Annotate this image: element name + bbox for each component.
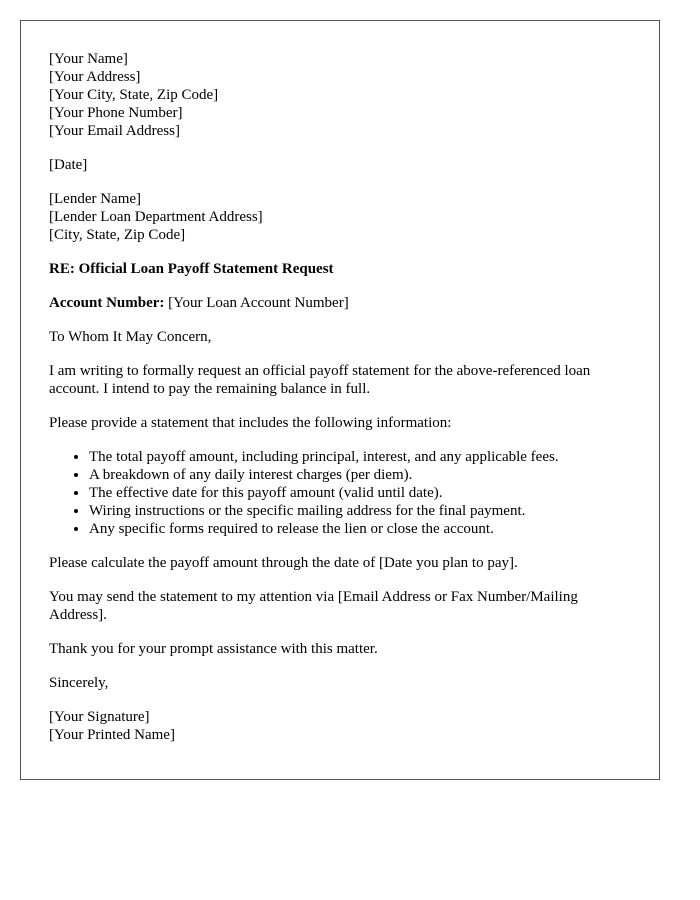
list-item: • Any specific forms required to release the lien or close the account. — [89, 520, 631, 538]
requested-info-list — [49, 448, 631, 538]
sender-email: [Your Email Address] — [49, 123, 180, 139]
signature-placeholder: [Your Signature] — [49, 709, 150, 725]
list-item: • The effective date for this payoff amount (valid until date). — [89, 484, 631, 502]
sender-name: [Your Name] — [49, 51, 128, 67]
closing: Sincerely, — [49, 675, 109, 691]
account-number-line — [49, 294, 631, 312]
letter-date: [Date] — [49, 157, 88, 173]
recipient-address: [Lender Loan Department Address] — [49, 209, 263, 225]
sender-phone: [Your Phone Number] — [49, 105, 183, 121]
list-item: • A breakdown of any daily interest charges (per diem). — [89, 466, 631, 484]
printed-name: [Your Printed Name] — [49, 727, 175, 743]
sender-block — [49, 50, 631, 140]
list-item: • Wiring instructions or the specific mailing address for the final payment. — [89, 502, 631, 520]
recipient-block — [49, 190, 631, 244]
sender-address: [Your Address] — [49, 69, 141, 85]
thanks-paragraph: Thank you for your prompt assistance with this matter. — [49, 641, 378, 657]
list-item: • The total payoff amount, including principal, interest, and any applicable fees. — [89, 448, 631, 466]
calculation-paragraph: Please calculate the payoff amount through the date of [Date you plan to pay]. — [49, 555, 518, 571]
subject-line: RE: Official Loan Payoff Statement Request — [49, 261, 334, 277]
delivery-paragraph: You may send the statement to my attention via [Email Address or Fax Number/Mailing Address]. — [49, 589, 578, 623]
signature-block — [49, 708, 631, 744]
sender-city-state-zip: [Your City, State, Zip Code] — [49, 87, 219, 103]
letter-page — [20, 20, 660, 780]
salutation: To Whom It May Concern, — [49, 329, 212, 345]
intro-paragraph: I am writing to formally request an official payoff statement for the above-referenced loan account. I intend to pay the remaining balance in full. — [49, 363, 591, 397]
recipient-name: [Lender Name] — [49, 191, 142, 207]
recipient-city-state-zip: [City, State, Zip Code] — [49, 227, 186, 243]
request-paragraph: Please provide a statement that includes the following information: — [49, 415, 452, 431]
account-number-value: [Your Loan Account Number] — [164, 295, 349, 311]
account-number-label: Account Number: — [49, 295, 165, 311]
